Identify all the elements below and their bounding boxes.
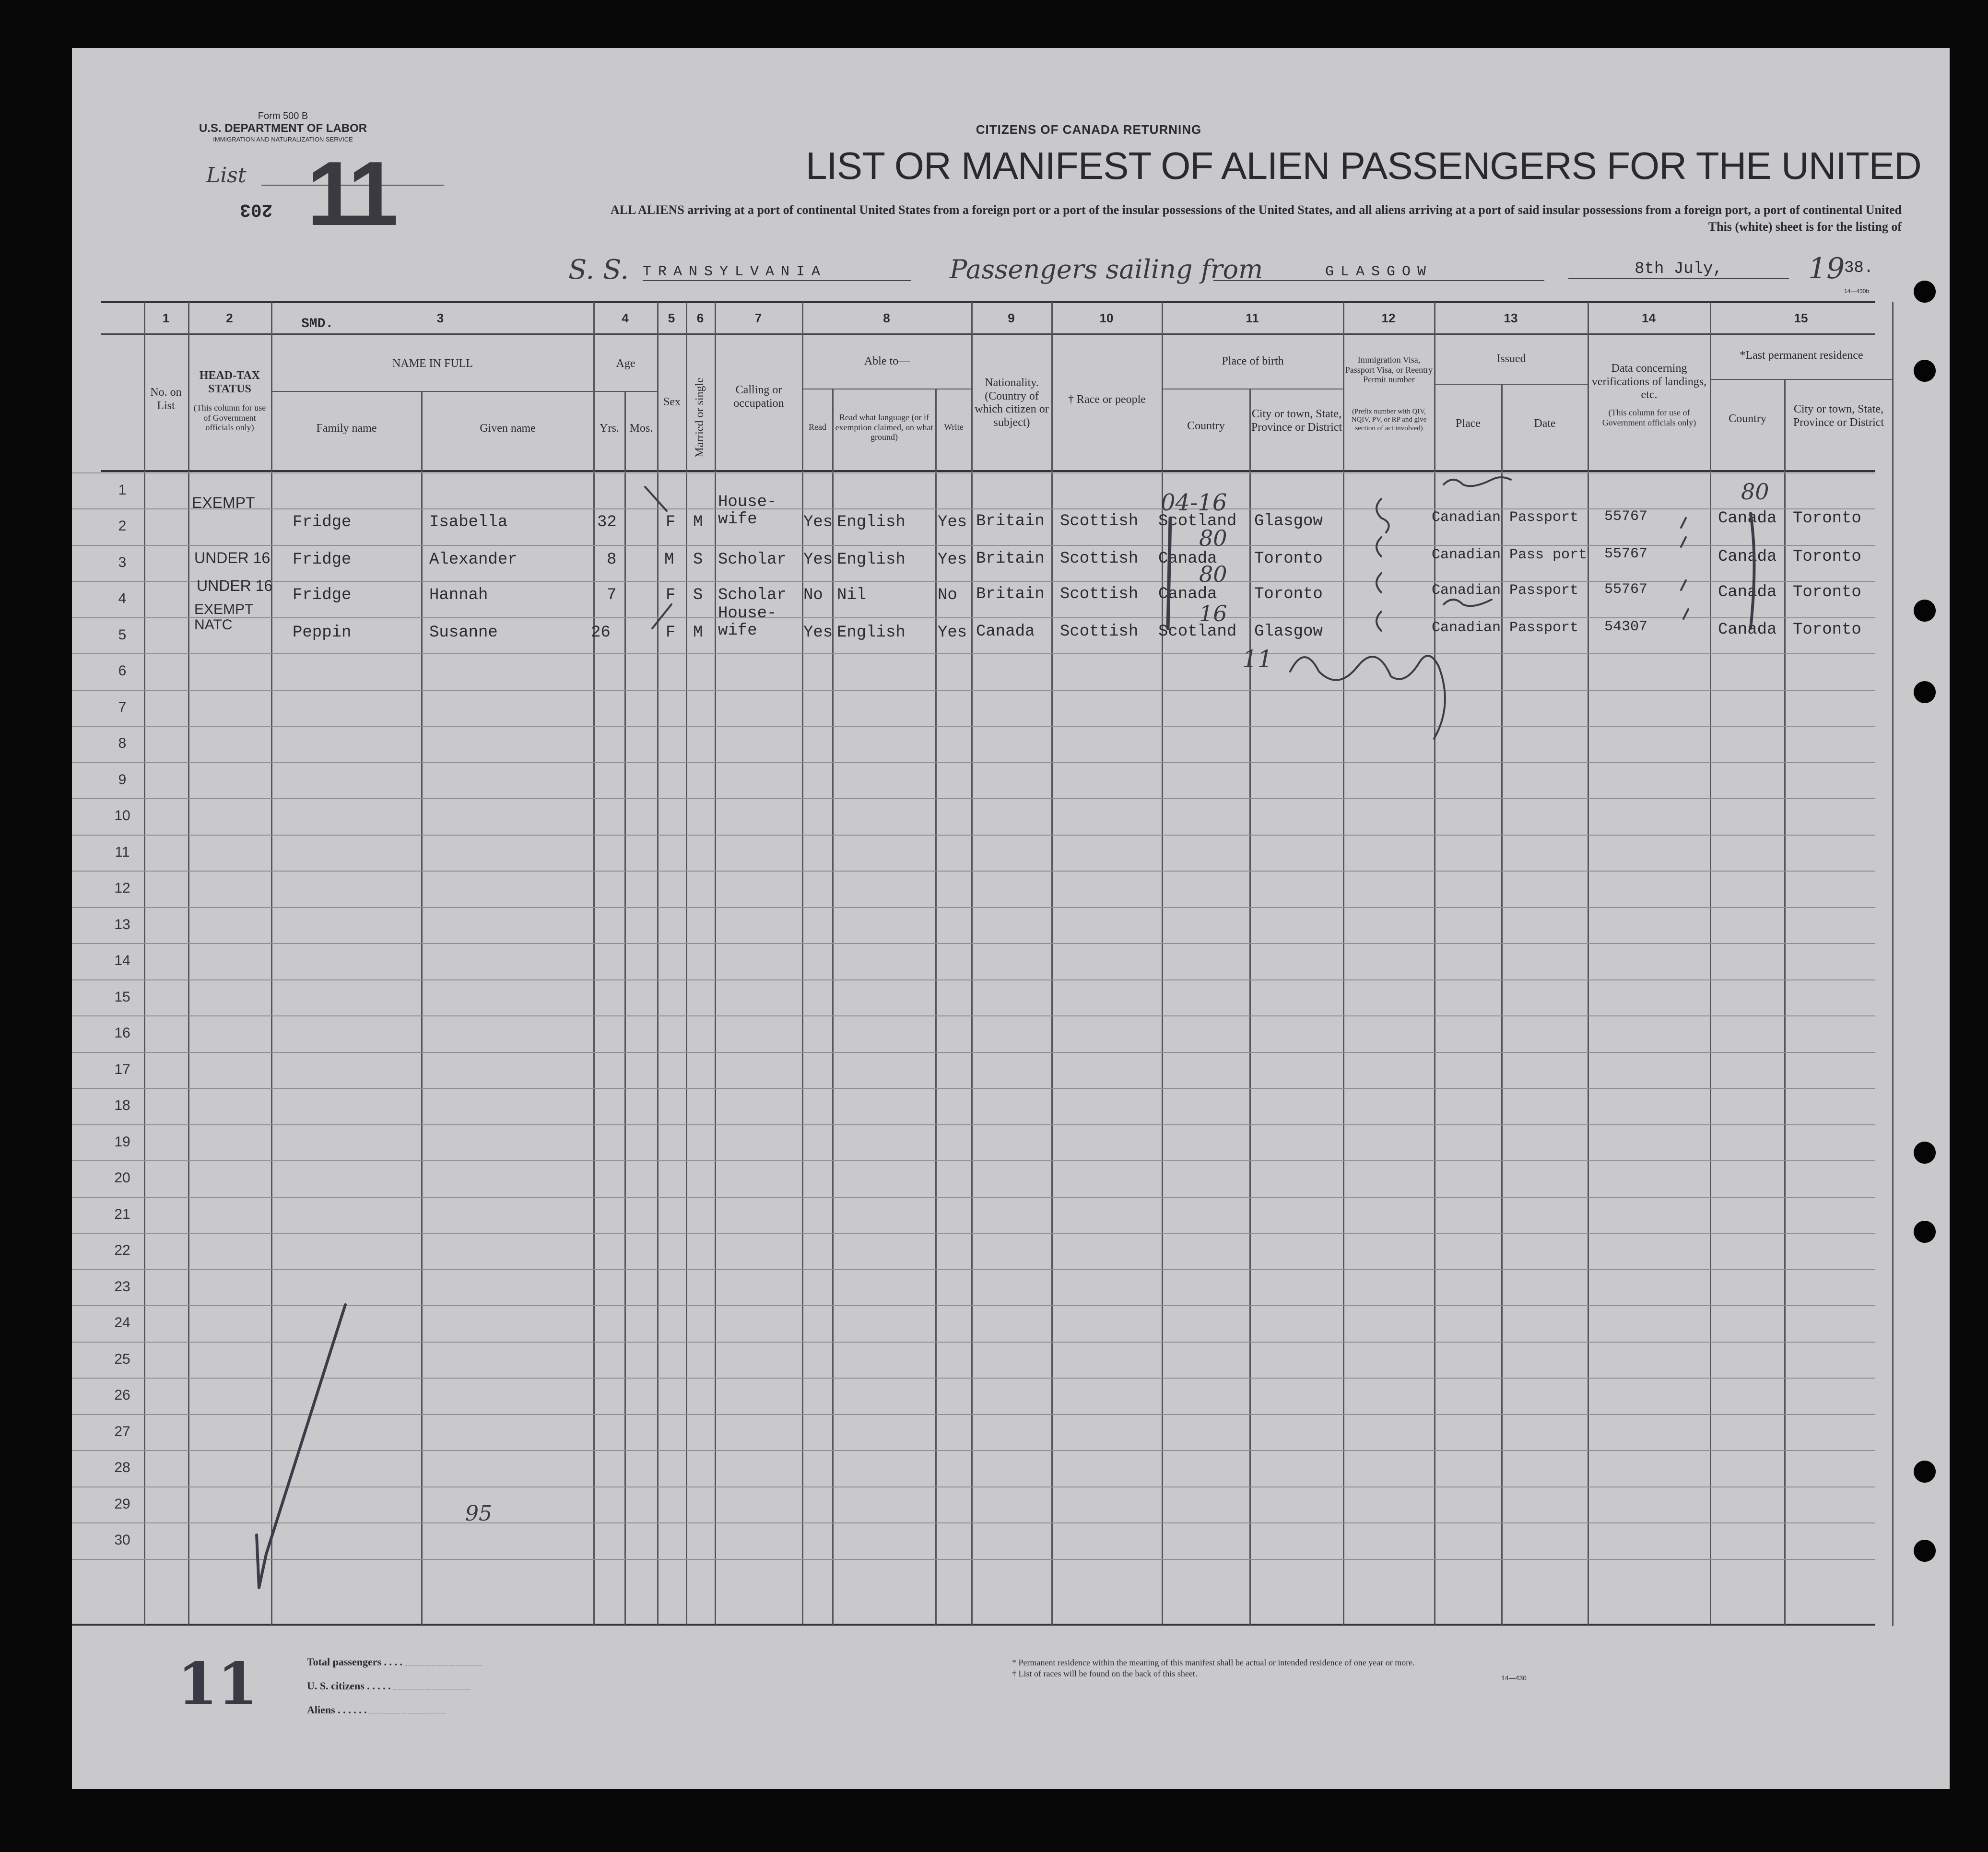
hdr-residence: *Last permanent residence (1740, 349, 1863, 362)
language: English (837, 551, 906, 569)
row-number: 20 (114, 1170, 130, 1186)
passport-number: 55767 (1604, 546, 1648, 562)
binder-hole (1914, 281, 1936, 303)
nationality: Britain (976, 550, 1045, 568)
age-years: 26 (591, 624, 611, 642)
service-name: IMMIGRATION AND NATURALIZATION SERVICE (213, 135, 353, 143)
intro-line-1: ALL ALIENS arriving at a port of continental United States from a foreign port or a port of the insular possessions of the United States, and all aliens arriving at a port of said insular possessions from a foreign port, a port of continental United (610, 203, 1902, 217)
row-number: 18 (114, 1097, 130, 1113)
signature-stroke (1376, 537, 1381, 556)
hdr-read: Read (809, 422, 826, 432)
bracket-stroke (1751, 513, 1754, 628)
marital-status: S (693, 586, 703, 604)
signature-stroke (1376, 499, 1389, 532)
calling: House-wife (718, 493, 777, 529)
hdr-birth-city: City or town, State, Province or District (1251, 408, 1342, 434)
col-num-4: 4 (622, 311, 629, 325)
residence-city: Toronto (1793, 583, 1861, 602)
marital-status: M (693, 624, 703, 642)
given-name: Hannah (429, 586, 488, 604)
language: Nil (837, 586, 867, 604)
col-num-11: 11 (1246, 311, 1259, 325)
issued-place: Canadian Passport (1432, 620, 1579, 636)
signature-stroke (1376, 573, 1381, 592)
col-num-8: 8 (883, 311, 890, 325)
row-number: 19 (114, 1134, 130, 1150)
check-mark (257, 1535, 259, 1588)
hdr-no-on-list: No. on List (150, 386, 182, 412)
row-number: 6 (118, 663, 127, 679)
hdr-race: † Race or people (1068, 393, 1146, 406)
calling: House-wife (718, 604, 777, 640)
row-number: 22 (114, 1242, 130, 1258)
hdr-issued-date: Date (1534, 417, 1556, 430)
given-name: Susanne (429, 624, 498, 642)
row-number: 14 (114, 953, 130, 968)
given-name: Isabella (429, 513, 508, 531)
row-number: 28 (114, 1460, 130, 1475)
col-num-14: 14 (1642, 311, 1656, 325)
can-write: Yes (938, 513, 967, 531)
can-read: Yes (803, 513, 833, 531)
sailing-date: 8th July, (1568, 260, 1789, 279)
row-number: 30 (114, 1532, 130, 1548)
residence-country: Canada (1718, 583, 1777, 602)
row-number: 11 (115, 844, 130, 860)
row-number: 4 (118, 590, 127, 606)
nationality: Canada (976, 623, 1035, 641)
row-number: 1 (118, 482, 127, 498)
race: Scottish (1060, 550, 1139, 568)
manifest-title: LIST OR MANIFEST OF ALIEN PASSENGERS FOR THE UNITED (806, 144, 1921, 187)
row-number: 29 (114, 1496, 130, 1512)
page-mark: 95 (465, 1501, 492, 1526)
row-number: 9 (118, 772, 127, 788)
language: English (837, 624, 906, 642)
ship-name: TRANSYLVANIA (643, 264, 911, 281)
row-number: 23 (114, 1279, 130, 1295)
row-number: 5 (118, 627, 127, 643)
can-read: Yes (803, 551, 833, 569)
binder-hole (1914, 360, 1936, 382)
hdr-calling: Calling or occupation (733, 384, 784, 410)
language: English (837, 513, 906, 531)
can-write: Yes (938, 551, 967, 569)
row-number: 21 (114, 1206, 130, 1222)
hdr-res-country: Country (1729, 413, 1766, 425)
birth-city: Toronto (1254, 585, 1323, 603)
binder-hole (1914, 600, 1936, 622)
binder-hole (1914, 681, 1936, 703)
residence-city: Toronto (1793, 509, 1861, 528)
col-num-15: 15 (1794, 311, 1808, 325)
row-number: 10 (114, 808, 130, 824)
col-num-3: 3 (436, 311, 444, 325)
binder-hole (1914, 1142, 1936, 1164)
can-write: No (938, 586, 957, 604)
birth-code-1: 04-16 (1161, 489, 1227, 516)
hdr-age: Age (616, 357, 635, 370)
birth-code-2: 80 (1199, 525, 1227, 551)
birth-country: Scotland (1158, 623, 1237, 641)
nationality: Britain (976, 512, 1045, 531)
can-write: Yes (938, 624, 967, 642)
birth-country: Canada (1158, 550, 1217, 568)
binder-hole (1914, 1540, 1936, 1562)
race: Scottish (1060, 623, 1139, 641)
row-number: 12 (114, 880, 130, 896)
hdr-head-tax-note: (This column for use of Government officials only) (193, 403, 266, 433)
age-years: 32 (597, 513, 617, 531)
family-name: Fridge (293, 513, 352, 531)
hdr-mos: Mos. (629, 422, 653, 435)
row-number: 13 (114, 917, 130, 932)
hdr-sex: Sex (663, 396, 681, 408)
us-citizens-label: U. S. citizens . . . . . (307, 1674, 482, 1698)
col-num-10: 10 (1099, 311, 1114, 325)
issued-place: Canadian Passport (1432, 582, 1579, 599)
footer-notes (1012, 1657, 1415, 1680)
residence-country: Canada (1718, 621, 1777, 639)
signature-stroke (1376, 612, 1381, 631)
list-number-stamp: 11 (307, 143, 394, 245)
sex: F (666, 586, 676, 604)
footer-totals (307, 1650, 482, 1722)
hdr-place-of-birth: Place of birth (1222, 355, 1284, 367)
tick-stroke (1683, 609, 1688, 619)
age-years: 8 (607, 551, 617, 569)
col-num-6: 6 (696, 311, 704, 325)
hdr-given-name: Given name (480, 422, 536, 435)
residence-city: Toronto (1793, 621, 1861, 639)
check-mark (259, 1305, 345, 1588)
issued-place: Canadian Passport (1432, 509, 1579, 526)
hdr-married: Married or single (694, 377, 706, 458)
race: Scottish (1060, 585, 1139, 603)
birth-city: Glasgow (1254, 512, 1323, 531)
head-tax-status: UNDER 16 (197, 577, 273, 594)
birth-country: Scotland (1158, 512, 1237, 531)
port-name: GLASGOW (1213, 264, 1544, 281)
hdr-visa-note: (Prefix number with QIV, NQIV, PV, or RP and give section of act involved) (1351, 408, 1427, 432)
hdr-landings: Data concerning verifications of landings, etc. (1591, 362, 1707, 401)
signature-stroke (1444, 477, 1511, 486)
smd-label: SMD. (301, 317, 334, 331)
row-number: 2 (118, 518, 127, 534)
corner-code: 14—430b (1844, 288, 1870, 295)
tick-stroke (645, 487, 667, 511)
age-years: 7 (607, 586, 617, 604)
aliens-label: Aliens . . . . . . (307, 1698, 482, 1722)
row-number: 26 (114, 1387, 130, 1403)
col-num-12: 12 (1381, 311, 1396, 325)
tick-stroke (1681, 518, 1686, 528)
hdr-head-tax: HEAD-TAX STATUS (199, 369, 260, 395)
footnote-races: † List of races will be found on the back of this sheet. (1012, 1669, 1198, 1679)
head-tax-status: EXEMPT NATC (194, 602, 253, 633)
hdr-birth-country: Country (1187, 420, 1225, 432)
can-read: No (803, 586, 823, 604)
family-name: Peppin (293, 624, 352, 642)
sex: M (664, 551, 674, 569)
col-num-2: 2 (226, 311, 233, 325)
passport-number: 54307 (1604, 619, 1648, 635)
hdr-read-language: Read what language (or if exemption claimed, on what ground) (835, 413, 933, 442)
hdr-visa: Immigration Visa, Passport Visa, or Reentry Permit number (1345, 355, 1433, 385)
residence-country: Canada (1718, 548, 1777, 566)
hdr-nationality: Nationality. (Country of which citizen or subject) (975, 377, 1049, 429)
row-number: 27 (114, 1424, 130, 1439)
tick-stroke (1681, 537, 1686, 547)
passport-number: 55767 (1604, 508, 1648, 525)
year-suffix: 38. (1844, 259, 1874, 277)
row-number: 3 (118, 554, 127, 570)
nationality: Britain (976, 585, 1045, 603)
birth-city: Glasgow (1254, 623, 1323, 641)
hdr-name-in-full: NAME IN FULL (392, 357, 473, 370)
birth-country: Canada (1158, 585, 1217, 603)
number-stamp: 203 (240, 199, 273, 220)
year-prefix: 19 (1808, 252, 1845, 285)
can-read: Yes (803, 624, 833, 642)
hdr-issued-place: Place (1456, 417, 1481, 430)
row-number: 24 (114, 1315, 130, 1331)
examiner-time: 11 (1242, 645, 1273, 673)
residence-city: Toronto (1793, 548, 1861, 566)
tick-stroke (652, 604, 671, 628)
marital-status: S (693, 551, 703, 569)
row-number: 15 (114, 989, 130, 1005)
calling: Scholar (718, 551, 787, 569)
bracket-stroke (1168, 518, 1170, 628)
form-number: Form 500 B (258, 111, 308, 121)
sub-heading: CITIZENS OF CANADA RETURNING (976, 122, 1202, 137)
birth-code-3: 80 (1199, 561, 1227, 587)
birth-city: Toronto (1254, 550, 1323, 568)
footer-code: 14—430 (1501, 1674, 1527, 1682)
hdr-able-to: Able to— (864, 355, 910, 367)
department-name: U.S. DEPARTMENT OF LABOR (199, 122, 367, 135)
hdr-write: Write (944, 422, 964, 432)
family-name: Fridge (293, 551, 352, 569)
left-margin-mark: 11 (177, 1650, 258, 1718)
residence-country: Canada (1718, 509, 1777, 528)
tick-stroke (1681, 580, 1686, 590)
col-num-7: 7 (754, 311, 762, 325)
head-tax-status: EXEMPT (192, 494, 255, 511)
binder-hole (1914, 1461, 1936, 1483)
residence-code: 80 (1741, 479, 1769, 505)
hdr-issued: Issued (1496, 353, 1526, 365)
marital-status: M (693, 513, 703, 531)
given-name: Alexander (429, 551, 518, 569)
row-number: 25 (114, 1351, 130, 1367)
row-number: 8 (118, 735, 127, 751)
signature-stroke (1290, 656, 1445, 739)
sailing-label: Passengers sailing from (950, 254, 1263, 284)
passport-number: 55767 (1604, 581, 1648, 598)
row-number: 17 (114, 1062, 130, 1077)
hdr-res-city: City or town, State, Province or District (1793, 403, 1884, 429)
sex: F (666, 624, 676, 642)
sex: F (666, 513, 676, 531)
hdr-family-name: Family name (316, 422, 377, 435)
binder-hole (1914, 1221, 1936, 1243)
calling: Scholar (718, 586, 787, 604)
col-num-1: 1 (162, 311, 170, 325)
intro-line-2: This (white) sheet is for the listing of (1708, 220, 1902, 234)
col-num-13: 13 (1504, 311, 1518, 325)
issued-place: Canadian Pass port (1432, 547, 1588, 563)
family-name: Fridge (293, 586, 352, 604)
row-number: 7 (118, 699, 127, 715)
footnote-residence: * Permanent residence within the meaning of this manifest shall be actual or intended residence of one year or more. (1012, 1658, 1415, 1667)
head-tax-status: UNDER 16 (194, 549, 271, 566)
col-num-5: 5 (668, 311, 675, 325)
hdr-landings-note: (This column for use of Government officials only) (1602, 408, 1696, 427)
hdr-yrs: Yrs. (600, 422, 619, 435)
col-num-9: 9 (1008, 311, 1015, 325)
list-label: List (206, 163, 247, 188)
birth-code-4: 16 (1199, 601, 1227, 626)
ss-label: S. S. (568, 254, 629, 285)
race: Scottish (1060, 512, 1139, 531)
signature-stroke (1444, 600, 1492, 606)
row-number: 16 (114, 1025, 130, 1041)
total-passengers-label: Total passengers . . . . (307, 1650, 482, 1674)
